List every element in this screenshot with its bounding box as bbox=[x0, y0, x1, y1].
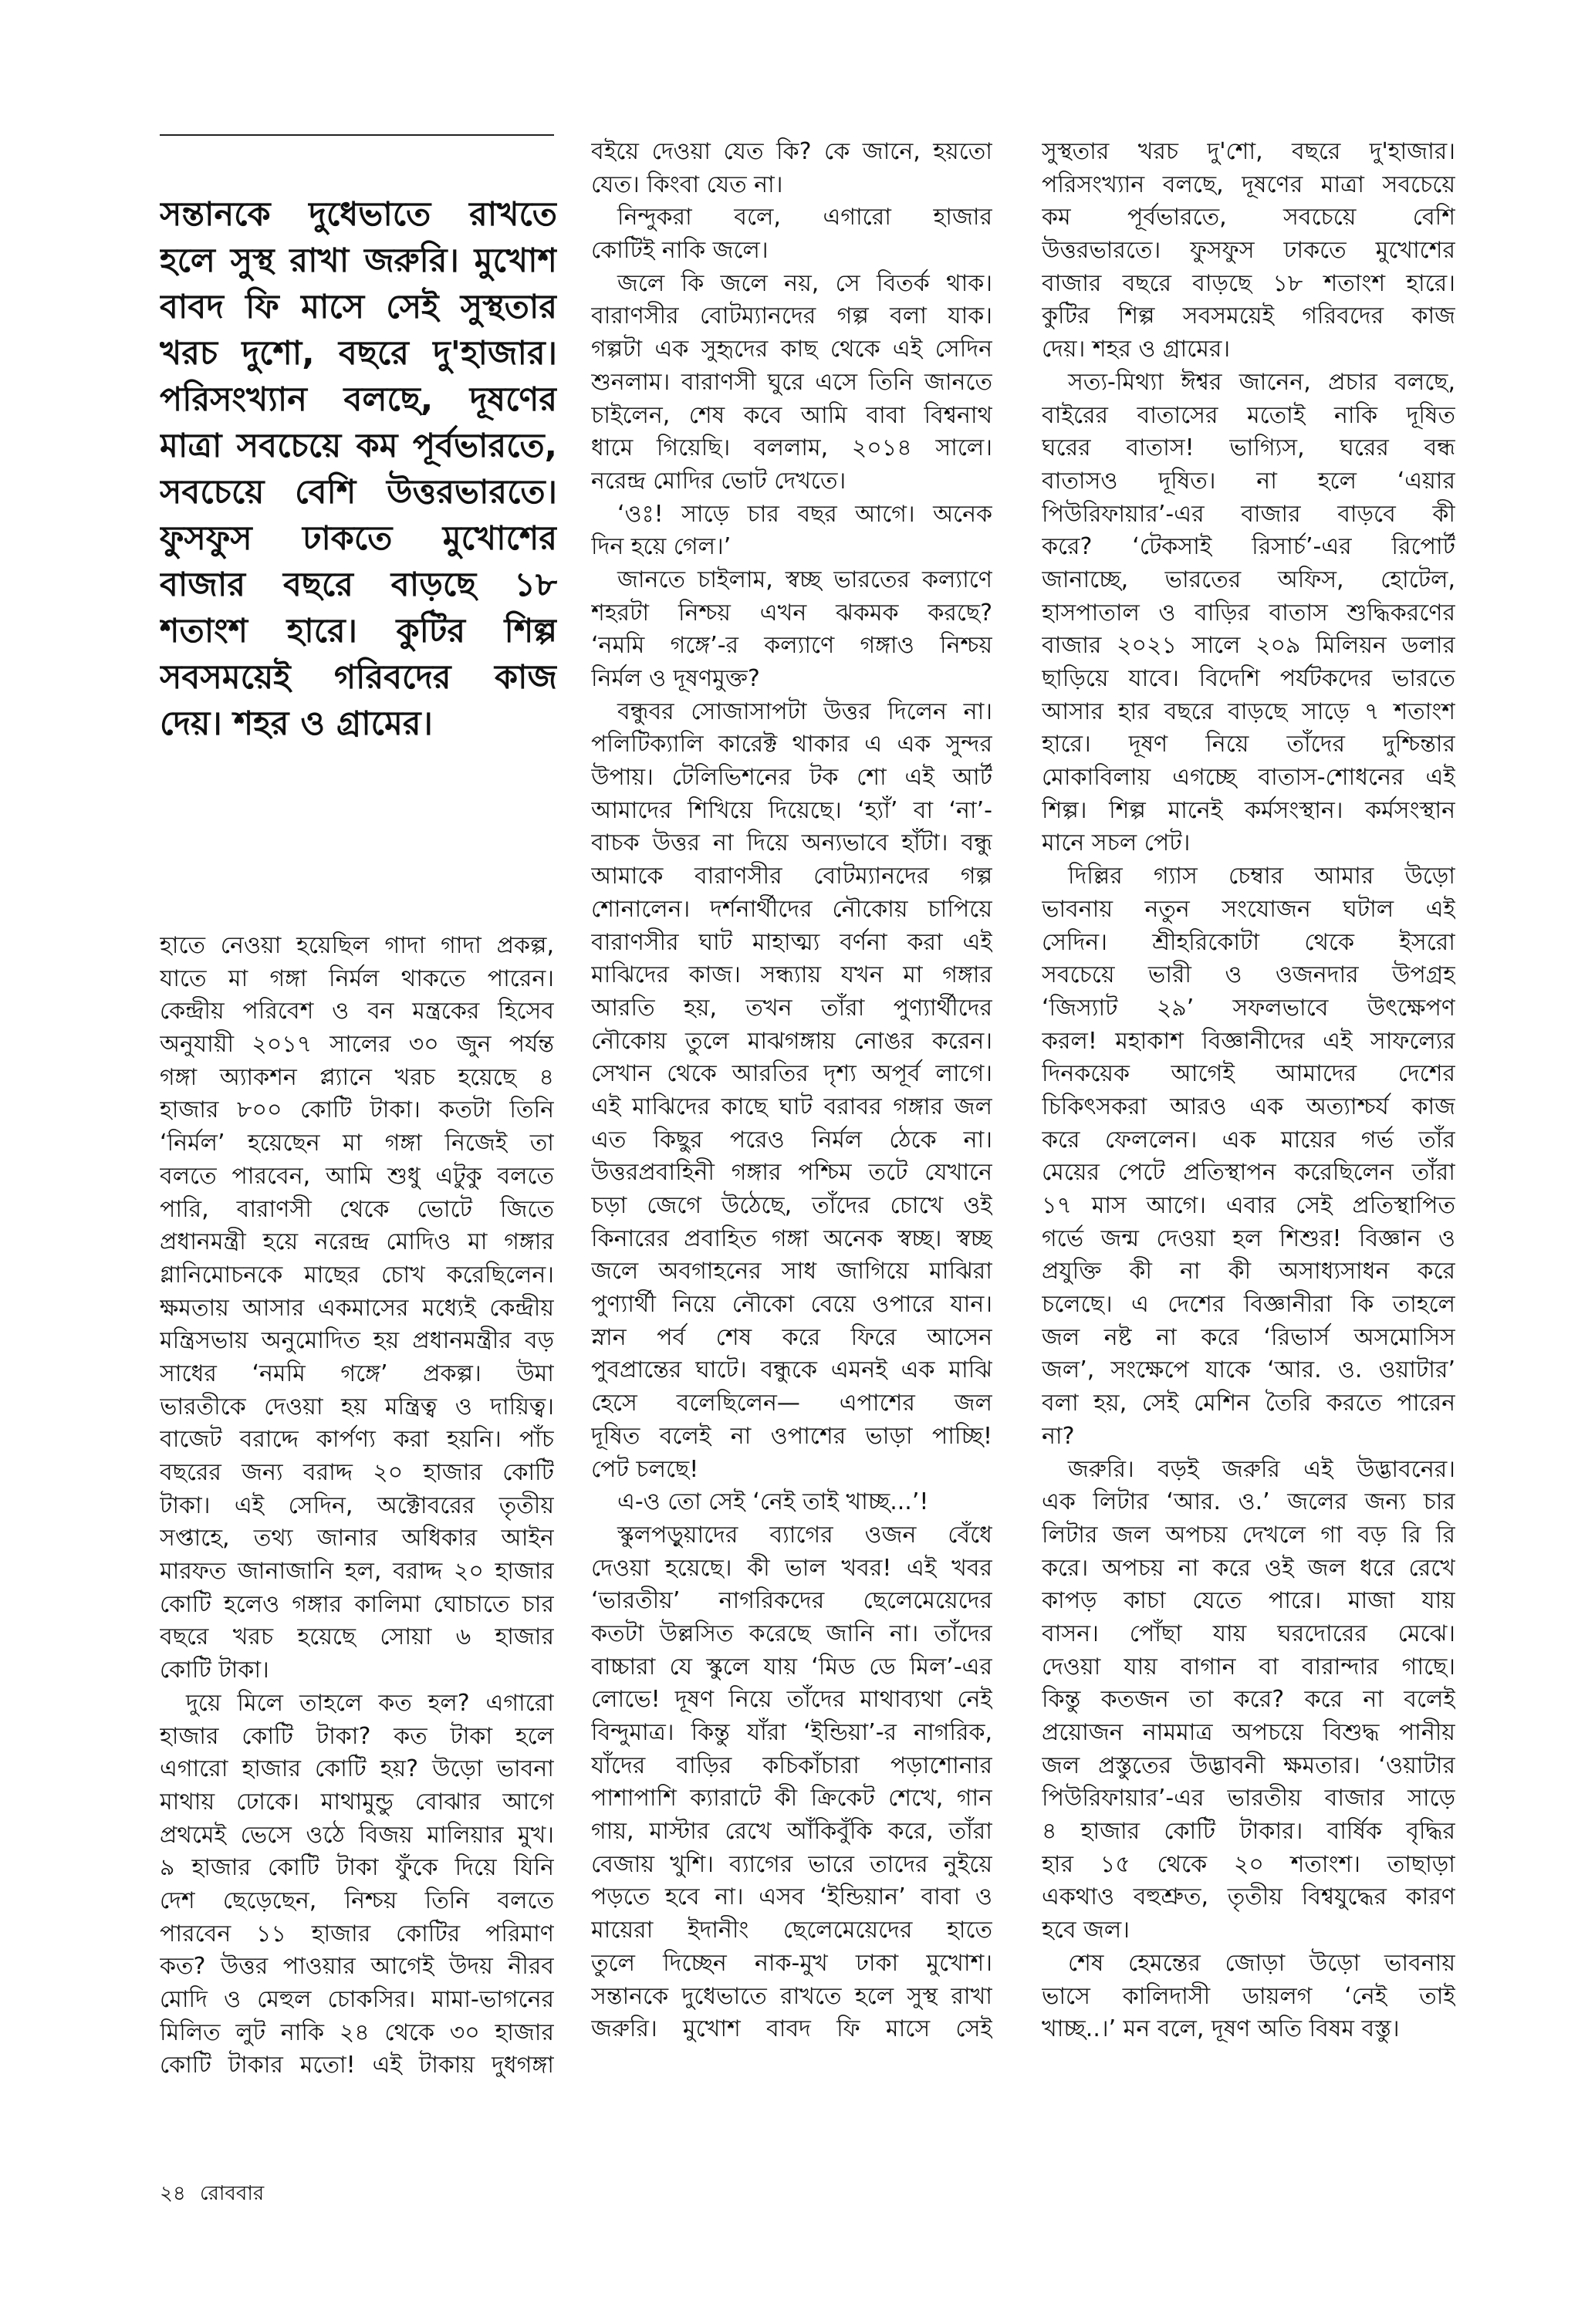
paragraph bbox=[1042, 367, 1455, 860]
text-line: জল প্রস্তুতের উদ্ভাবনী ক্ষমতার। ‘ওয়াটার bbox=[1042, 1751, 1455, 1779]
text-line: একথাও বহুশ্রুত, তৃতীয় বিশ্বযুদ্ধের কারণ bbox=[1042, 1883, 1455, 1911]
text-line: বাতাসও দূষিত। না হলে ‘এয়ার bbox=[1042, 467, 1455, 495]
text-line: বলা হয়, সেই মেশিন তৈরি করতে পারেন bbox=[1042, 1390, 1455, 1417]
text-line: ভাবনায় নতুন সংযোজন ঘটাল এই bbox=[1042, 895, 1455, 923]
text-line: কোটিই নাকি জলে। bbox=[591, 237, 769, 265]
text-line: গল্পটা এক সুহৃদের কাছ থেকে এই সেদিন bbox=[591, 336, 992, 363]
text-line: কত? উত্তর পাওয়ার আগেই উদয় নীরব bbox=[160, 1953, 554, 1981]
pull-quote-line: শতাংশ হারে। কুটির শিল্প bbox=[160, 612, 557, 650]
text-line: সন্তানকে দুধেভাতে রাখতে হলে সুস্থ রাখা bbox=[591, 1982, 992, 2010]
pull-quote-line: খরচ দুশো, বছরে দু'হাজার। bbox=[160, 334, 557, 373]
pull-quote-line: সন্তানকে দুধেভাতে রাখতে bbox=[160, 195, 557, 234]
text-line: চলেছে। এ দেশের বিজ্ঞানীরা কি তাহলে bbox=[1042, 1291, 1455, 1319]
text-line: শেষ হেমন্তের জোড়া উড়ো ভাবনায় bbox=[1068, 1949, 1455, 1977]
pull-quote-line: পরিসংখ্যান বলছে, দূষণের bbox=[160, 380, 557, 419]
pull-quote bbox=[160, 191, 557, 747]
paragraph bbox=[1042, 1454, 1455, 1947]
text-line: পেট চলছে! bbox=[591, 1455, 699, 1483]
text-line: ভারতীকে দেওয়া হয় মন্ত্রিত্ব ও দায়িত্ব। bbox=[160, 1393, 554, 1420]
text-line: আসার হার বছরে বাড়ছে সাড়ে ৭ শতাংশ bbox=[1042, 698, 1455, 725]
text-line: সুস্থতার খরচ দু'শো, বছরে দু'হাজার। bbox=[1042, 138, 1455, 165]
text-line: দেওয়া যায় বাগান বা বারান্দার গাছে। bbox=[1042, 1653, 1455, 1681]
column-middle bbox=[591, 136, 992, 2046]
text-line: ঘরের বাতাস! ভাগ্যিস, ঘরের বন্ধ bbox=[1042, 434, 1455, 462]
text-line: সবচেয়ে ভারী ও ওজনদার উপগ্রহ bbox=[1042, 961, 1455, 989]
paragraph bbox=[1042, 1947, 1455, 2046]
text-line: মিলিত লুট নাকি ২৪ থেকে ৩০ হাজার bbox=[160, 2018, 554, 2046]
text-line: নৌকোয় তুলে মাঝগঙ্গায় নোঙর করেন। bbox=[591, 1027, 992, 1055]
text-line: নরেন্দ্র মোদির ভোট দেখতে। bbox=[591, 467, 846, 495]
text-line: দুয়ে মিলে তাহলে কত হল? এগারো bbox=[186, 1689, 554, 1717]
text-line: করল! মহাকাশ বিজ্ঞানীদের এই সাফল্যের bbox=[1042, 1027, 1455, 1055]
text-line: বইয়ে দেওয়া যেত কি? কে জানে, হয়তো bbox=[591, 138, 992, 165]
text-line: হার ১৫ থেকে ২০ শতাংশ। তাছাড়া bbox=[1042, 1850, 1455, 1878]
text-line: প্রধানমন্ত্রী হয়ে নরেন্দ্র মোদিও মা গঙ্গার bbox=[160, 1228, 554, 1256]
text-line: উত্তরভারতে। ফুসফুস ঢাকতে মুখোশের bbox=[1042, 237, 1455, 265]
text-line: মোদি ও মেহুল চোকসির। মামা-ভাগনের bbox=[160, 1986, 554, 2013]
text-line: পাশাপাশি ক্যারাটে কী ক্রিকেট শেখে, গান bbox=[591, 1785, 992, 1812]
text-line: প্রযুক্তি কী না কী অসাধ্যসাধন করে bbox=[1042, 1258, 1455, 1285]
text-line: হেসে বলেছিলেন— এপাশের জল bbox=[591, 1390, 992, 1417]
magazine-name: রোববার bbox=[200, 2182, 265, 2205]
paragraph bbox=[160, 1687, 554, 2082]
text-line: সেখান থেকে আরতির দৃশ্য অপূর্ব লাগে। bbox=[591, 1060, 992, 1088]
pull-quote-line: মাত্রা সবচেয়ে কম পূর্বভারতে, bbox=[160, 427, 557, 465]
text-line: চাইলেন, শেষ কবে আমি বাবা বিশ্বনাথ bbox=[591, 401, 992, 429]
text-line: এগারো হাজার কোটি হয়? উড়ো ভাবনা bbox=[160, 1755, 554, 1783]
text-line: আমাদের শিখিয়ে দিয়েছে। ‘হ্যাঁ’ বা ‘না’- bbox=[591, 796, 992, 824]
text-line: পরিসংখ্যান বলছে, দূষণের মাত্রা সবচেয়ে bbox=[1042, 171, 1455, 198]
text-line: দেওয়া হয়েছে। কী ভাল খবর! এই খবর bbox=[591, 1554, 992, 1582]
text-line: গায়, মাস্টার রেখে আঁকিবুঁকি করে, তাঁরা bbox=[591, 1818, 992, 1846]
text-line: করে ফেললেন। এক মায়ের গর্ভ তাঁর bbox=[1042, 1126, 1455, 1154]
text-line: এই মাঝিদের কাছে ঘাট বরাবর গঙ্গার জল bbox=[591, 1093, 992, 1120]
text-line: সেদিন। শ্রীহরিকোটা থেকে ইসরো bbox=[1042, 928, 1455, 956]
text-line: যাতে মা গঙ্গা নির্মল থাকতে পারেন। bbox=[160, 964, 554, 992]
text-line: পিউরিফায়ার’-এর ভারতীয় বাজার সাড়ে bbox=[1042, 1785, 1455, 1812]
text-line: আমাকে বারাণসীর বোটম্যানদের গল্প bbox=[591, 863, 992, 890]
text-line: বাজার বছরে বাড়ছে ১৮ শতাংশ হারে। bbox=[1042, 269, 1455, 297]
paragraph bbox=[591, 564, 992, 696]
paragraph bbox=[591, 696, 992, 1487]
text-line: মন্ত্রিসভায় অনুমোদিত হয় প্রধানমন্ত্রীর বড় bbox=[160, 1327, 554, 1355]
text-line: লিটার জল অপচয় দেখলে গা বড় রি রি bbox=[1042, 1521, 1455, 1549]
text-line: কিন্তু কতজন তা করে? করে না বলেই bbox=[1042, 1686, 1455, 1714]
text-line: ‘ওঃ! সাড়ে চার বছর আগে। অনেক bbox=[617, 500, 992, 528]
text-line: ‘ভারতীয়’ নাগরিকদের ছেলেমেয়েদের bbox=[591, 1587, 992, 1615]
text-line: দূষিত বলেই না ওপাশের ভাড়া পাচ্ছি! bbox=[591, 1422, 992, 1450]
text-line: বাইরের বাতাসের মতোই নাকি দূষিত bbox=[1042, 401, 1455, 429]
text-line: পলিটিক্যালি কারেক্ট থাকার এ এক সুন্দর bbox=[591, 731, 992, 758]
pull-quote-line: বাবদ ফি মাসে সেই সুস্থতার bbox=[160, 288, 557, 326]
text-line: কিনারের প্রবাহিত গঙ্গা অনেক স্বচ্ছ। স্বচ্ছ bbox=[591, 1224, 992, 1252]
text-line: এক লিটার ‘আর. ও.’ জলের জন্য চার bbox=[1042, 1488, 1455, 1516]
text-line: কোটি টাকার মতো! এই টাকায় দুধগঙ্গা bbox=[160, 2052, 554, 2079]
text-line: কম পূর্বভারতে, সবচেয়ে বেশি bbox=[1042, 204, 1455, 231]
text-line: গর্ভে জন্ম দেওয়া হল শিশুর! বিজ্ঞান ও bbox=[1042, 1224, 1455, 1252]
text-line: সপ্তাহে, তথ্য জানার অধিকার আইন bbox=[160, 1525, 554, 1552]
text-line: ক্ষমতায় আসার একমাসের মধ্যেই কেন্দ্রীয় bbox=[160, 1294, 554, 1322]
text-line: পারবেন ১১ হাজার কোটির পরিমাণ bbox=[160, 1920, 554, 1947]
text-line: বারাণসীর ঘাট মাহাত্ম্য বর্ণনা করা এই bbox=[591, 928, 992, 956]
text-line: যেত। কিংবা যেত না। bbox=[591, 171, 783, 198]
text-line: ৯ হাজার কোটি টাকা ফুঁকে দিয়ে যিনি bbox=[160, 1854, 554, 1882]
text-line: ৪ হাজার কোটি টাকার। বার্ষিক বৃদ্ধির bbox=[1042, 1818, 1455, 1846]
text-line: দিল্লির গ্যাস চেম্বার আমার উড়ো bbox=[1068, 863, 1455, 890]
text-line: দিন হয়ে গেল।’ bbox=[591, 533, 732, 561]
text-line: শহরটা নিশ্চয় এখন ঝকমক করছে? bbox=[591, 599, 992, 627]
text-line: সত্য-মিথ্যা ঈশ্বর জানেন, প্রচার বলছে, bbox=[1068, 368, 1455, 396]
text-line: শুনলাম। বারাণসী ঘুরে এসে তিনি জানতে bbox=[591, 368, 992, 396]
text-line: কেন্দ্রীয় পরিবেশ ও বন মন্ত্রকের হিসেব bbox=[160, 998, 554, 1025]
text-line: বেজায় খুশি। ব্যাগের ভারে তাদের নুইয়ে bbox=[591, 1850, 992, 1878]
pull-quote-line: সবচেয়ে বেশি উত্তরভারতে। bbox=[160, 473, 557, 512]
paragraph bbox=[591, 201, 992, 267]
text-line: মেয়ের পেটে প্রতিস্থাপন করেছিলেন তাঁরা bbox=[1042, 1159, 1455, 1187]
text-line: দিনকয়েক আগেই আমাদের দেশের bbox=[1042, 1060, 1455, 1088]
text-line: স্নান পর্ব শেষ করে ফিরে আসেন bbox=[591, 1323, 992, 1351]
text-line: হাজার ৮০০ কোটি টাকা। কতটা তিনি bbox=[160, 1096, 554, 1124]
text-line: হাতে নেওয়া হয়েছিল গাদা গাদা প্রকল্প, bbox=[160, 932, 554, 959]
text-line: জরুরি। বড়ই জরুরি এই উদ্ভাবনের। bbox=[1068, 1455, 1455, 1483]
text-line: অনুযায়ী ২০১৭ সালের ৩০ জুন পর্যন্ত bbox=[160, 1031, 554, 1059]
text-line: মায়েরা ইদানীং ছেলেমেয়েদের হাতে bbox=[591, 1917, 992, 1944]
text-line: কুটির শিল্প সবসময়েই গরিবদের কাজ bbox=[1042, 302, 1455, 330]
text-line: টাকা। এই সেদিন, অক্টোবরের তৃতীয় bbox=[160, 1491, 554, 1519]
text-line: জানতে চাইলাম, স্বচ্ছ ভারতের কল্যাণে bbox=[617, 566, 992, 593]
text-line: নির্মল ও দূষণমুক্ত? bbox=[591, 665, 760, 692]
text-line: পিউরিফায়ার’-এর বাজার বাড়বে কী bbox=[1042, 500, 1455, 528]
text-line: মাথায় ঢোকে। মাথামুন্ডু বোঝার আগে bbox=[160, 1788, 554, 1816]
text-line: বাচক উত্তর না দিয়ে অন্যভাবে হাঁটা। বন্ধু bbox=[591, 829, 992, 857]
text-line: স্কুলপড়ুয়াদের ব্যাগের ওজন বেঁধে bbox=[617, 1521, 992, 1549]
text-line: হাসপাতাল ও বাড়ির বাতাস শুদ্ধিকরণের bbox=[1042, 599, 1455, 627]
text-line: কতটা উল্লসিত করেছে জানি না। তাঁদের bbox=[591, 1620, 992, 1647]
column-left bbox=[160, 930, 554, 2082]
text-line: জানাচ্ছে, ভারতের অফিস, হোটেল, bbox=[1042, 566, 1455, 593]
pull-quote-line: হলে সুস্থ রাখা জরুরি। মুখোশ bbox=[160, 242, 557, 280]
text-line: হবে জল। bbox=[1042, 1917, 1130, 1944]
text-line: পারি, বারাণসী থেকে ভোটে জিতে bbox=[160, 1195, 554, 1223]
pull-quote-line: সবসময়েই গরিবদের কাজ bbox=[160, 658, 557, 697]
text-line: চড়া জেগে উঠেছে, তাঁদের চোখে ওই bbox=[591, 1192, 992, 1219]
text-line: বাজেট বরাদ্দে কার্পণ্য করা হয়নি। পাঁচ bbox=[160, 1426, 554, 1454]
text-line: প্রয়োজন নামমাত্র অপচয়ে বিশুদ্ধ পানীয় bbox=[1042, 1719, 1455, 1746]
text-line: বাচ্চারা যে স্কুলে যায় ‘মিড ডে মিল’-এর bbox=[591, 1653, 992, 1681]
text-line: শিল্প। শিল্প মানেই কর্মসংস্থান। কর্মসংস্থান bbox=[1042, 796, 1455, 824]
paragraph bbox=[160, 930, 554, 1687]
text-line: ১৭ মাস আগে। এবার সেই প্রতিস্থাপিত bbox=[1042, 1192, 1455, 1219]
text-line: হাজার কোটি টাকা? কত টাকা হলে bbox=[160, 1722, 554, 1750]
pull-quote-line: বাজার বছরে বাড়ছে ১৮ bbox=[160, 566, 557, 604]
page-number: ২৪ bbox=[160, 2182, 186, 2205]
paragraph bbox=[591, 136, 992, 201]
text-line: পুণ্যার্থী নিয়ে নৌকো বেয়ে ওপারে যান। bbox=[591, 1291, 992, 1319]
text-line: বলতে পারবেন, আমি শুধু এটুকু বলতে bbox=[160, 1162, 554, 1190]
text-line: দেশ ছেড়েছেন, নিশ্চয় তিনি বলতে bbox=[160, 1887, 554, 1914]
text-line: কোটি টাকা। bbox=[160, 1657, 269, 1684]
text-line: পুবপ্রান্তের ঘাটে। বন্ধুকে এমনই এক মাঝি bbox=[591, 1356, 992, 1384]
text-line: ধামে গিয়েছি। বললাম, ২০১৪ সালে। bbox=[591, 434, 992, 462]
paragraph bbox=[591, 268, 992, 498]
text-line: এ-ও তো সেই ‘নেই তাই খাচ্ছ...’! bbox=[617, 1488, 929, 1516]
text-line: ‘নির্মল’ হয়েছেন মা গঙ্গা নিজেই তা bbox=[160, 1130, 554, 1157]
text-line: উপায়। টেলিভিশনের টক শো এই আর্ট bbox=[591, 764, 992, 792]
text-line: করে? ‘টেকসাই রিসার্চ’-এর রিপোর্ট bbox=[1042, 533, 1455, 561]
text-line: শোনালেন। দর্শনার্থীদের নৌকোয় চাপিয়ে bbox=[591, 895, 992, 923]
text-line: বাজার ২০২১ সালে ২০৯ মিলিয়ন ডলার bbox=[1042, 632, 1455, 660]
text-line: ‘জিস্যাট ২৯’ সফলভাবে উৎক্ষেপণ bbox=[1042, 994, 1455, 1022]
paragraph bbox=[591, 498, 992, 564]
text-line: বিন্দুমাত্র। কিন্তু যাঁরা ‘ইন্ডিয়া’-র নাগরিক, bbox=[591, 1719, 992, 1746]
pull-quote-line: ফুসফুস ঢাকতে মুখোশের bbox=[160, 519, 557, 558]
text-line: তুলে দিচ্ছেন নাক-মুখ ঢাকা মুখোশ। bbox=[591, 1949, 992, 1977]
text-line: যাঁদের বাড়ির কচিকাঁচারা পড়াশোনার bbox=[591, 1751, 992, 1779]
text-line: জলে কি জলে নয়, সে বিতর্ক থাক। bbox=[617, 269, 992, 297]
page-footer bbox=[160, 2177, 264, 2211]
text-line: বছরের জন্য বরাদ্দ ২০ হাজার কোটি bbox=[160, 1459, 554, 1486]
text-line: পড়তে হবে না। এসব ‘ইন্ডিয়ান’ বাবা ও bbox=[591, 1883, 992, 1911]
pull-quote-line: দেয়। শহর ও গ্রামের। bbox=[160, 704, 433, 743]
text-line: জল’, সংক্ষেপে যাকে ‘আর. ও. ওয়াটার’ bbox=[1042, 1356, 1455, 1384]
text-line: জল নষ্ট না করে ‘রিভার্স অসমোসিস bbox=[1042, 1323, 1455, 1351]
text-line: লোভে! দূষণ নিয়ে তাঁদের মাথাব্যথা নেই bbox=[591, 1686, 992, 1714]
text-line: জরুরি। মুখোশ বাবদ ফি মাসে সেই bbox=[591, 2015, 992, 2043]
text-line: আরতি হয়, তখন তাঁরা পুণ্যার্থীদের bbox=[591, 994, 992, 1022]
text-line: মারফত জানাজানি হল, বরাদ্দ ২০ হাজার bbox=[160, 1558, 554, 1586]
text-line: প্রথমেই ভেসে ওঠে বিজয় মালিয়ার মুখ। bbox=[160, 1821, 554, 1849]
text-line: কাপড় কাচা যেতে পারে। মাজা যায় bbox=[1042, 1587, 1455, 1615]
paragraph bbox=[1042, 860, 1455, 1453]
text-line: না? bbox=[1042, 1422, 1075, 1450]
text-line: মানে সচল পেট। bbox=[1042, 829, 1191, 857]
text-line: বারাণসীর বোটম্যানদের গল্প বলা যাক। bbox=[591, 302, 992, 330]
top-rule bbox=[160, 134, 554, 136]
text-line: বাসন। পোঁছা যায় ঘরদোরের মেঝে। bbox=[1042, 1620, 1455, 1647]
text-line: ছাড়িয়ে যাবে। বিদেশি পর্যটকদের ভারতে bbox=[1042, 665, 1455, 692]
text-line: মোকাবিলায় এগচ্ছে বাতাস-শোধনের এই bbox=[1042, 764, 1455, 792]
paragraph bbox=[591, 1486, 992, 1519]
text-line: বছরে খরচ হয়েছে সোয়া ৬ হাজার bbox=[160, 1623, 554, 1651]
text-line: মাঝিদের কাজ। সন্ধ্যায় যখন মা গঙ্গার bbox=[591, 961, 992, 989]
text-line: কোটি হলেও গঙ্গার কালিমা ঘোচাতে চার bbox=[160, 1590, 554, 1618]
text-line: চিকিৎসকরা আরও এক অত্যাশ্চর্য কাজ bbox=[1042, 1093, 1455, 1120]
text-line: সাধের ‘নমমি গঙ্গে’ প্রকল্প। উমা bbox=[160, 1360, 554, 1387]
text-line: খাচ্ছ..।’ মন বলে, দূষণ অতি বিষম বস্তু। bbox=[1042, 2015, 1400, 2043]
text-line: দেয়। শহর ও গ্রামের। bbox=[1042, 336, 1231, 363]
text-line: উত্তরপ্রবাহিনী গঙ্গার পশ্চিম তটে যেখানে bbox=[591, 1159, 992, 1187]
column-right bbox=[1042, 136, 1455, 2046]
paragraph bbox=[591, 1519, 992, 2046]
text-line: জলে অবগাহনের সাধ জাগিয়ে মাঝিরা bbox=[591, 1258, 992, 1285]
text-line: ভাসে কালিদাসী ডায়লগ ‘নেই তাই bbox=[1042, 1982, 1455, 2010]
text-line: এত কিছুর পরেও নির্মল ঠেকে না। bbox=[591, 1126, 992, 1154]
text-line: নিন্দুকরা বলে, এগারো হাজার bbox=[617, 204, 992, 231]
text-line: ‘নমমি গঙ্গে’-র কল্যাণে গঙ্গাও নিশ্চয় bbox=[591, 632, 992, 660]
text-line: বন্ধুবর সোজাসাপটা উত্তর দিলেন না। bbox=[617, 698, 992, 725]
paragraph bbox=[1042, 136, 1455, 367]
text-line: গঙ্গা অ্যাকশন প্ল্যানে খরচ হয়েছে ৪ bbox=[160, 1063, 554, 1091]
text-line: করে। অপচয় না করে ওই জল ধরে রেখে bbox=[1042, 1554, 1455, 1582]
text-line: গ্লানিমোচনকে মাছের চোখ করেছিলেন। bbox=[160, 1261, 554, 1289]
text-line: হারে। দূষণ নিয়ে তাঁদের দুশ্চিন্তার bbox=[1042, 731, 1455, 758]
